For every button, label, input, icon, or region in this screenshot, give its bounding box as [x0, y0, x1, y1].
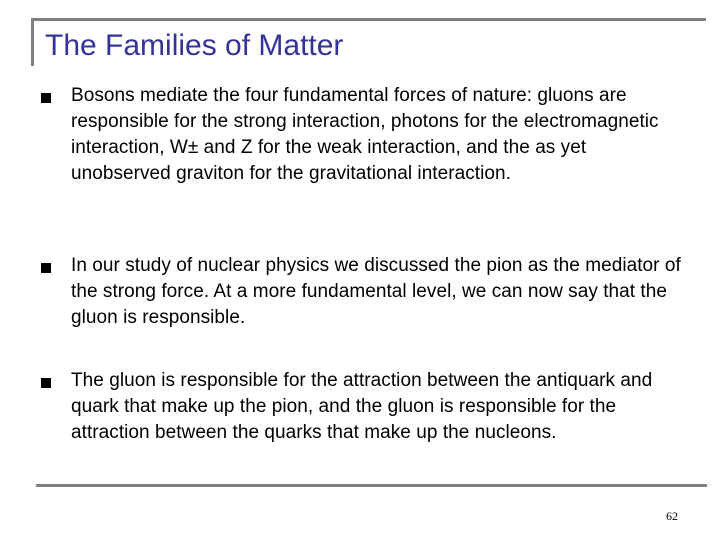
footer-rule: [36, 484, 707, 487]
square-bullet-icon: [41, 93, 51, 103]
title-frame-left-rule: [31, 18, 34, 66]
page-number: 62: [666, 509, 678, 523]
bullet-text: Bosons mediate the four fundamental forces of nature: gluons are responsible for the strong interaction, photons for the electromagnetic interaction, W± and Z for the weak interaction, and the as yet unobserved graviton for the gravitational interaction.: [71, 85, 659, 184]
bullet-text: The gluon is responsible for the attraction between the antiquark and quark that make up the pion, and the gluon is responsible for the attraction between the quarks that make up the nucleons.: [71, 370, 653, 443]
title-frame-top-rule: [31, 18, 706, 21]
bullet-text: In our study of nuclear physics we discussed the pion as the mediator of the strong force. At a more fundamental level, we can now say that the gluon is responsible.: [71, 255, 681, 328]
square-bullet-icon: [41, 378, 51, 388]
slide-title: The Families of Matter: [45, 29, 344, 62]
square-bullet-icon: [41, 263, 51, 273]
